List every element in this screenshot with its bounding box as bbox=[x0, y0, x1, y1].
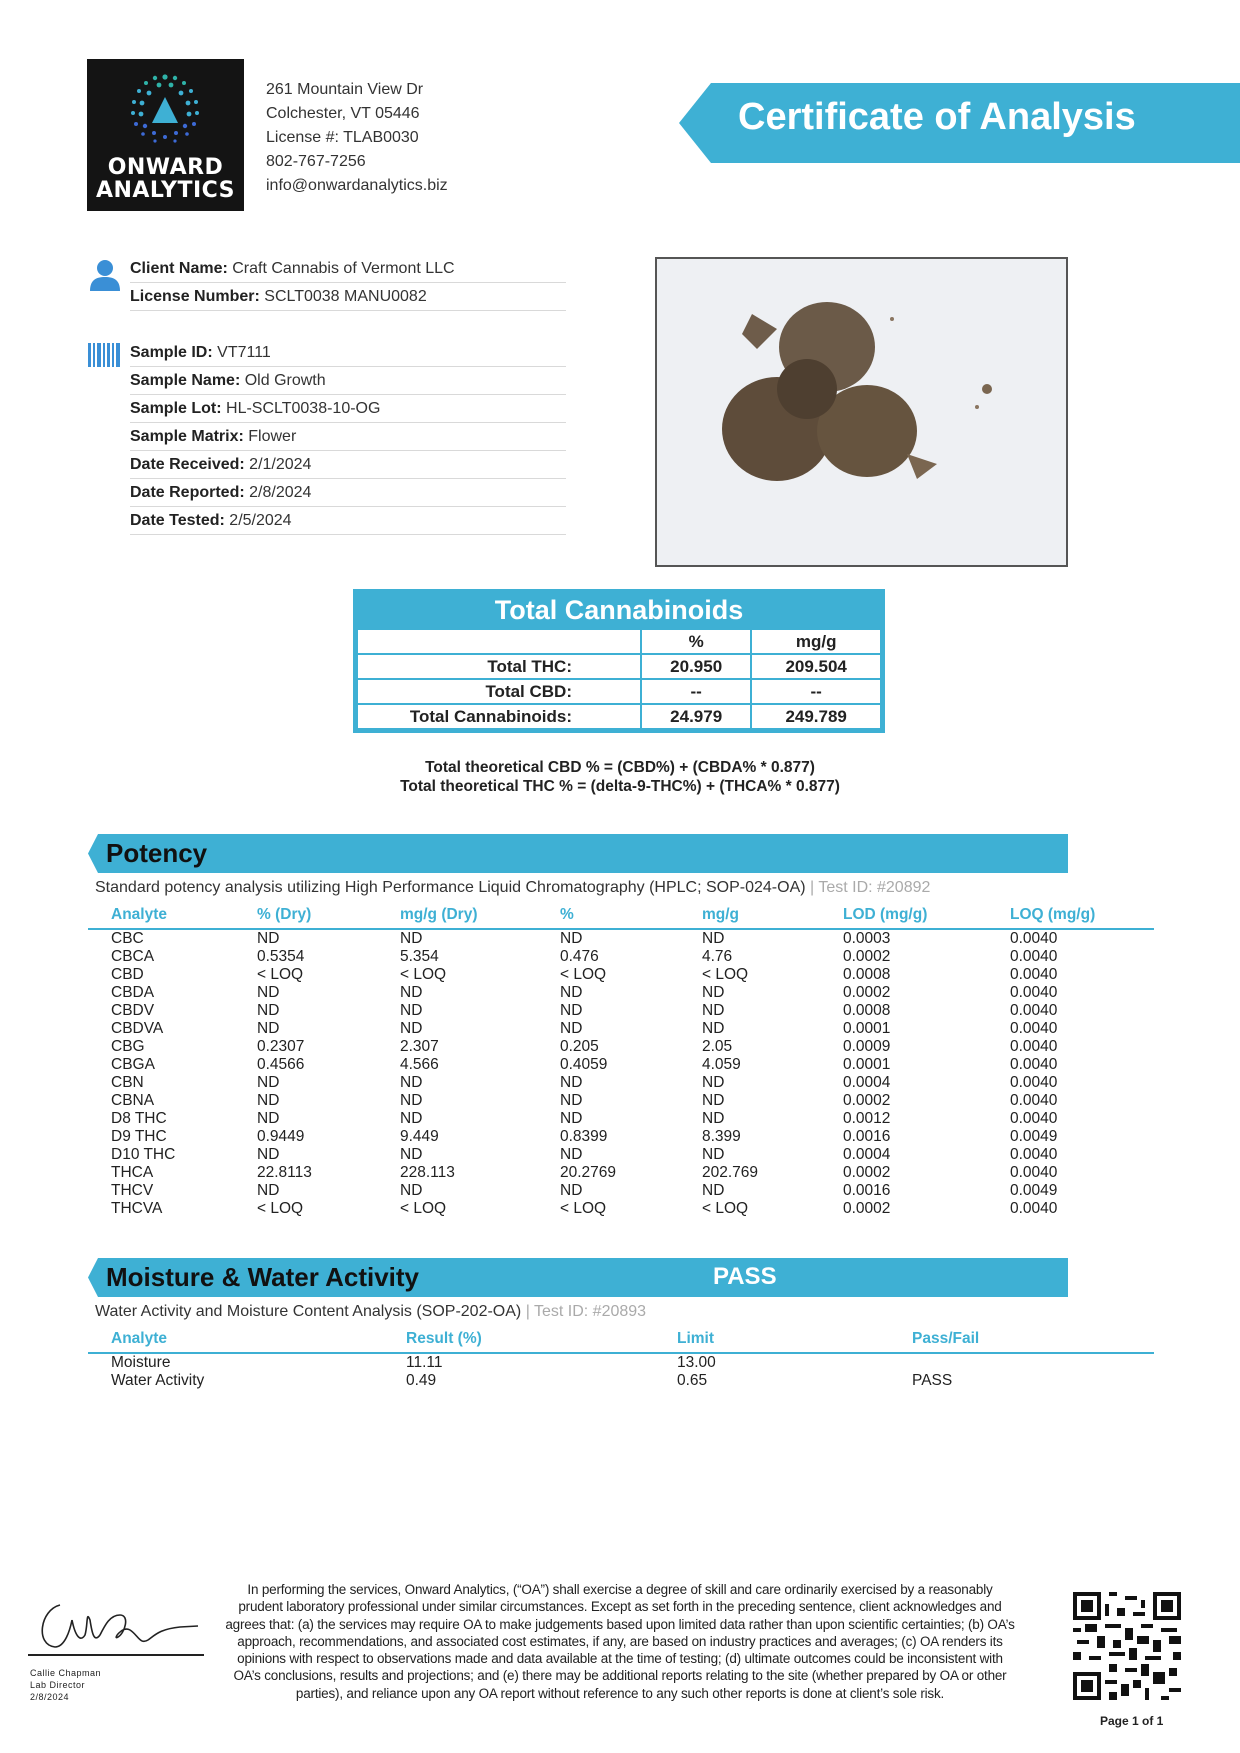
total-cannabinoids-label: Total Cannabinoids: bbox=[357, 704, 641, 729]
license-number-label: License Number: bbox=[130, 288, 260, 305]
potency-cell-analyte: CBCA bbox=[111, 948, 155, 965]
moisture-status-badge: PASS bbox=[713, 1263, 777, 1290]
potency-header-row bbox=[88, 902, 1154, 929]
potency-cell-mg: ND bbox=[702, 930, 725, 947]
potency-cell-mg-dry: ND bbox=[400, 1182, 423, 1199]
row-spacer bbox=[88, 1002, 111, 1020]
date-reported-value: 2/8/2024 bbox=[249, 484, 312, 501]
potency-cell-pct-dry: 0.2307 bbox=[257, 1038, 305, 1055]
potency-cell-pct: ND bbox=[560, 1092, 583, 1109]
address-street: 261 Mountain View Dr bbox=[266, 81, 424, 98]
sample-id-value: VT7111 bbox=[217, 344, 271, 361]
date-reported-label: Date Reported: bbox=[130, 484, 245, 501]
potency-cell-loq: 0.0040 bbox=[1010, 1200, 1058, 1217]
potency-cell-pct-dry: ND bbox=[257, 1002, 280, 1019]
total-cannabinoids-pct: 24.979 bbox=[641, 704, 751, 729]
row-spacer bbox=[88, 1056, 111, 1074]
potency-cell-mg: < LOQ bbox=[702, 966, 749, 983]
date-tested-label: Date Tested: bbox=[130, 512, 225, 529]
potency-cell-analyte: CBD bbox=[111, 966, 144, 983]
potency-cell-pct-dry: < LOQ bbox=[257, 966, 304, 983]
potency-cell-pct-dry: < LOQ bbox=[257, 1200, 304, 1217]
signer-name: Callie Chapman bbox=[30, 1668, 102, 1678]
total-cbd-pct: -- bbox=[641, 679, 751, 704]
potency-cell-loq: 0.0040 bbox=[1010, 1002, 1058, 1019]
row-spacer bbox=[88, 1110, 111, 1128]
moisture-header-spacer bbox=[88, 1326, 111, 1353]
potency-cell-pct: ND bbox=[560, 1020, 583, 1037]
sample-photo bbox=[655, 257, 1068, 567]
potency-cell-pct-dry: ND bbox=[257, 1074, 280, 1091]
qr-code-icon[interactable] bbox=[1073, 1592, 1181, 1700]
formula-thc: Total theoretical THC % = (delta-9-THC%) + (THCA% * 0.877) bbox=[400, 778, 840, 795]
potency-cell-lod: 0.0002 bbox=[843, 984, 891, 1001]
formula-notes bbox=[300, 758, 940, 796]
potency-cell-pct: ND bbox=[560, 1002, 583, 1019]
potency-cell-pct-dry: ND bbox=[257, 930, 280, 947]
potency-cell-mg-dry: ND bbox=[400, 930, 423, 947]
col-mg-dry: mg/g (Dry) bbox=[400, 906, 478, 923]
potency-cell-mg: ND bbox=[702, 1074, 725, 1091]
potency-cell-lod: 0.0003 bbox=[843, 930, 891, 947]
potency-section-bar bbox=[88, 834, 1068, 873]
row-spacer bbox=[88, 984, 111, 1002]
potency-cell-pct: ND bbox=[560, 984, 583, 1001]
sample-matrix-value: Flower bbox=[248, 428, 297, 445]
moisture-cell-limit: 13.00 bbox=[677, 1354, 716, 1371]
date-received-row bbox=[130, 453, 566, 479]
total-cannabinoids-title: Total Cannabinoids bbox=[356, 592, 882, 628]
potency-cell-lod: 0.0016 bbox=[843, 1128, 891, 1145]
row-spacer bbox=[88, 948, 111, 966]
potency-cell-pct: 20.2769 bbox=[560, 1164, 617, 1181]
potency-cell-pct-dry: ND bbox=[257, 1182, 280, 1199]
potency-table-body bbox=[88, 929, 1154, 1218]
potency-cell-pct-dry: 22.8113 bbox=[257, 1164, 312, 1181]
row-spacer bbox=[88, 1353, 111, 1372]
potency-row bbox=[88, 1092, 1154, 1110]
logo-text-line1: ONWARD bbox=[107, 155, 224, 180]
potency-bar-shape bbox=[88, 834, 1068, 873]
potency-row bbox=[88, 966, 1154, 984]
potency-cell-mg-dry: ND bbox=[400, 984, 423, 1001]
row-spacer bbox=[88, 1074, 111, 1092]
potency-cell-mg: 8.399 bbox=[702, 1128, 741, 1145]
potency-cell-mg: ND bbox=[702, 1110, 725, 1127]
potency-cell-pct-dry: ND bbox=[257, 1146, 280, 1163]
signer-block bbox=[30, 1667, 101, 1703]
lab-address-block bbox=[266, 78, 448, 198]
potency-cell-mg-dry: ND bbox=[400, 1074, 423, 1091]
potency-cell-mg-dry: 228.113 bbox=[400, 1164, 455, 1181]
potency-cell-loq: 0.0040 bbox=[1010, 1056, 1058, 1073]
potency-cell-pct-dry: 0.9449 bbox=[257, 1128, 305, 1145]
potency-cell-pct: ND bbox=[560, 1074, 583, 1091]
potency-cell-analyte: D10 THC bbox=[111, 1146, 176, 1163]
potency-cell-mg: ND bbox=[702, 984, 725, 1001]
address-phone: 802-767-7256 bbox=[266, 153, 366, 170]
header-empty-cell bbox=[357, 629, 641, 654]
page-number: Page 1 of 1 bbox=[1100, 1714, 1164, 1728]
moisture-table bbox=[88, 1326, 1154, 1390]
col-limit: Limit bbox=[677, 1330, 715, 1347]
potency-description bbox=[95, 879, 930, 897]
potency-row bbox=[88, 1002, 1154, 1020]
moisture-cell-result: 11.11 bbox=[406, 1354, 443, 1371]
potency-cell-pct-dry: ND bbox=[257, 1110, 280, 1127]
potency-header-spacer bbox=[88, 902, 111, 929]
moisture-title: Moisture & Water Activity bbox=[106, 1262, 420, 1292]
row-spacer bbox=[88, 1164, 111, 1182]
potency-cell-loq: 0.0040 bbox=[1010, 984, 1058, 1001]
potency-cell-mg: < LOQ bbox=[702, 1200, 749, 1217]
potency-cell-loq: 0.0040 bbox=[1010, 1074, 1058, 1091]
moisture-cell-analyte: Moisture bbox=[111, 1354, 171, 1371]
address-city: Colchester, VT 05446 bbox=[266, 105, 420, 122]
potency-row bbox=[88, 984, 1154, 1002]
potency-row bbox=[88, 1074, 1154, 1092]
potency-test-id: | Test ID: #20892 bbox=[810, 879, 931, 896]
row-spacer bbox=[88, 966, 111, 984]
date-tested-row bbox=[130, 509, 566, 535]
potency-cell-analyte: THCV bbox=[111, 1182, 154, 1199]
moisture-header-row bbox=[88, 1326, 1154, 1353]
total-cannabinoids-table bbox=[356, 628, 882, 730]
date-received-label: Date Received: bbox=[130, 456, 245, 473]
potency-cell-lod: 0.0001 bbox=[843, 1056, 891, 1073]
total-cannabinoids-header-row bbox=[357, 629, 881, 654]
potency-cell-analyte: CBGA bbox=[111, 1056, 155, 1073]
legal-disclaimer: In performing the services, Onward Analytics, (“OA”) shall exercise a degree of skill and care ordinarily exercised by a reasonably prudent laboratory professional under similar circumstances. Except as set forth in the preceding sentence, client acknowledges and agrees that: (a) the services may require OA to make judgements based upon limited data rather than upon scientific certainties; (b) OA’s approach, recommendations, and associated cost estimates, if any, are based on industry practices and averages; (c) OA renders its opinions with respect to observations made and data available at the time of testing; (d) ultimate outcomes could be inconsistent with OA’s conclusions, results and projections; and (e) there may be additional reports relating to the site (whether prepared by OA or other parties), and reliance upon any OA report without reference to any such other reports is done at client’s sole risk. bbox=[225, 1582, 1015, 1701]
potency-cell-mg-dry: ND bbox=[400, 1092, 423, 1109]
potency-cell-pct: < LOQ bbox=[560, 1200, 607, 1217]
license-number-row bbox=[130, 285, 566, 311]
potency-cell-lod: 0.0004 bbox=[843, 1146, 891, 1163]
potency-cell-lod: 0.0012 bbox=[843, 1110, 891, 1127]
potency-cell-mg-dry: ND bbox=[400, 1110, 423, 1127]
signature-line bbox=[28, 1654, 204, 1656]
moisture-cell-pass-fail: PASS bbox=[912, 1372, 953, 1389]
potency-cell-mg: ND bbox=[702, 1002, 725, 1019]
potency-cell-pct-dry: ND bbox=[257, 1020, 280, 1037]
potency-row bbox=[88, 948, 1154, 966]
row-spacer bbox=[88, 1020, 111, 1038]
potency-cell-loq: 0.0040 bbox=[1010, 1038, 1058, 1055]
potency-table bbox=[88, 902, 1154, 1218]
sample-name-value: Old Growth bbox=[244, 372, 326, 389]
moisture-row bbox=[88, 1372, 1154, 1390]
row-spacer bbox=[88, 1146, 111, 1164]
row-spacer bbox=[88, 1128, 111, 1146]
moisture-section-bar bbox=[88, 1258, 1068, 1297]
potency-cell-mg-dry: ND bbox=[400, 1146, 423, 1163]
row-spacer bbox=[88, 1038, 111, 1056]
total-cannabinoids-row bbox=[357, 704, 881, 729]
potency-row bbox=[88, 1164, 1154, 1182]
potency-cell-pct: 0.4059 bbox=[560, 1056, 608, 1073]
potency-row bbox=[88, 1056, 1154, 1074]
header-pct: % bbox=[641, 629, 751, 654]
total-thc-label: Total THC: bbox=[357, 654, 641, 679]
potency-cell-lod: 0.0009 bbox=[843, 1038, 891, 1055]
logo-text-line2: ANALYTICS bbox=[95, 178, 236, 203]
header-mg: mg/g bbox=[751, 629, 881, 654]
moisture-test-id: | Test ID: #20893 bbox=[525, 1303, 647, 1320]
potency-row bbox=[88, 1182, 1154, 1200]
sample-lot-row bbox=[130, 397, 566, 423]
potency-cell-lod: 0.0002 bbox=[843, 1200, 891, 1217]
row-spacer bbox=[88, 1200, 111, 1218]
potency-cell-loq: 0.0040 bbox=[1010, 1020, 1058, 1037]
moisture-description bbox=[95, 1303, 646, 1321]
address-license: License #: TLAB0030 bbox=[266, 129, 419, 146]
row-spacer bbox=[88, 1092, 111, 1110]
col-analyte: Analyte bbox=[111, 906, 167, 923]
total-cbd-mg: -- bbox=[751, 679, 881, 704]
potency-cell-pct-dry: 0.4566 bbox=[257, 1056, 305, 1073]
col-pass-fail: Pass/Fail bbox=[912, 1330, 980, 1347]
potency-cell-analyte: D8 THC bbox=[111, 1110, 167, 1127]
potency-cell-mg-dry: 2.307 bbox=[400, 1038, 439, 1055]
total-thc-mg: 209.504 bbox=[751, 654, 881, 679]
moisture-table-body bbox=[88, 1353, 1154, 1390]
moisture-cell-pass-fail bbox=[912, 1353, 1154, 1372]
date-reported-row bbox=[130, 481, 566, 507]
potency-cell-loq: 0.0040 bbox=[1010, 948, 1058, 965]
sample-matrix-label: Sample Matrix: bbox=[130, 428, 244, 445]
potency-cell-loq: 0.0040 bbox=[1010, 966, 1058, 983]
moisture-cell-limit: 0.65 bbox=[677, 1372, 708, 1389]
potency-method: Standard potency analysis utilizing High Performance Liquid Chromatography (HPLC; SOP-024-OA) bbox=[95, 879, 806, 896]
document-title: Certificate of Analysis bbox=[738, 96, 1136, 138]
potency-cell-mg-dry: 9.449 bbox=[400, 1128, 439, 1145]
potency-cell-mg: 4.059 bbox=[702, 1056, 741, 1073]
row-spacer bbox=[88, 1372, 111, 1390]
potency-cell-analyte: D9 THC bbox=[111, 1128, 167, 1145]
potency-row bbox=[88, 929, 1154, 948]
potency-cell-pct-dry: ND bbox=[257, 1092, 280, 1109]
potency-cell-mg: ND bbox=[702, 1182, 725, 1199]
total-cannabinoids-mg: 249.789 bbox=[751, 704, 881, 729]
sample-matrix-row bbox=[130, 425, 566, 451]
potency-cell-analyte: CBNA bbox=[111, 1092, 155, 1109]
col-analyte: Analyte bbox=[111, 1330, 167, 1347]
potency-cell-pct: 0.205 bbox=[560, 1038, 599, 1055]
potency-cell-mg: 202.769 bbox=[702, 1164, 759, 1181]
potency-cell-loq: 0.0049 bbox=[1010, 1182, 1058, 1199]
potency-cell-lod: 0.0004 bbox=[843, 1074, 891, 1091]
client-name-value: Craft Cannabis of Vermont LLC bbox=[232, 260, 455, 277]
moisture-method: Water Activity and Moisture Content Analysis (SOP-202-OA) bbox=[95, 1303, 522, 1320]
license-number-value: SCLT0038 MANU0082 bbox=[264, 288, 427, 305]
potency-cell-pct-dry: ND bbox=[257, 984, 280, 1001]
col-pct: % bbox=[560, 906, 574, 923]
potency-cell-lod: 0.0002 bbox=[843, 948, 891, 965]
logo-dots-graphic bbox=[125, 71, 205, 151]
row-spacer bbox=[88, 1182, 111, 1200]
client-name-row bbox=[130, 257, 566, 283]
potency-cell-analyte: CBDVA bbox=[111, 1020, 164, 1037]
company-logo bbox=[87, 59, 244, 211]
potency-cell-analyte: THCA bbox=[111, 1164, 154, 1181]
sample-lot-value: HL-SCLT0038-10-OG bbox=[226, 400, 381, 417]
potency-row bbox=[88, 1110, 1154, 1128]
potency-cell-mg: ND bbox=[702, 1092, 725, 1109]
col-loq: LOQ (mg/g) bbox=[1010, 906, 1096, 923]
potency-cell-pct: 0.476 bbox=[560, 948, 599, 965]
col-lod: LOD (mg/g) bbox=[843, 906, 928, 923]
potency-row bbox=[88, 1020, 1154, 1038]
person-icon bbox=[88, 258, 122, 292]
moisture-cell-analyte: Water Activity bbox=[111, 1372, 205, 1389]
col-mg: mg/g bbox=[702, 906, 740, 923]
total-cannabinoids-box bbox=[353, 589, 885, 733]
col-result: Result (%) bbox=[406, 1330, 482, 1347]
potency-cell-pct: 0.8399 bbox=[560, 1128, 608, 1145]
client-name-label: Client Name: bbox=[130, 260, 228, 277]
signature-image bbox=[30, 1585, 205, 1655]
moisture-cell-result: 0.49 bbox=[406, 1372, 437, 1389]
potency-cell-lod: 0.0008 bbox=[843, 1002, 891, 1019]
potency-cell-pct: ND bbox=[560, 930, 583, 947]
potency-cell-mg-dry: 5.354 bbox=[400, 948, 439, 965]
potency-row bbox=[88, 1038, 1154, 1056]
sample-name-row bbox=[130, 369, 566, 395]
moisture-row bbox=[88, 1353, 1154, 1372]
potency-cell-analyte: CBN bbox=[111, 1074, 144, 1091]
potency-cell-pct: ND bbox=[560, 1146, 583, 1163]
col-pct-dry: % (Dry) bbox=[257, 906, 312, 923]
potency-cell-mg-dry: < LOQ bbox=[400, 966, 447, 983]
potency-title: Potency bbox=[106, 838, 208, 868]
potency-cell-pct: ND bbox=[560, 1182, 583, 1199]
date-tested-value: 2/5/2024 bbox=[229, 512, 292, 529]
potency-cell-analyte: CBDA bbox=[111, 984, 155, 1001]
potency-cell-lod: 0.0016 bbox=[843, 1182, 891, 1199]
potency-cell-mg-dry: ND bbox=[400, 1002, 423, 1019]
sample-id-row bbox=[130, 341, 566, 367]
total-thc-pct: 20.950 bbox=[641, 654, 751, 679]
potency-cell-analyte: CBDV bbox=[111, 1002, 155, 1019]
potency-cell-mg: ND bbox=[702, 1146, 725, 1163]
potency-cell-loq: 0.0040 bbox=[1010, 1146, 1058, 1163]
potency-row bbox=[88, 1146, 1154, 1164]
potency-cell-analyte: CBG bbox=[111, 1038, 145, 1055]
potency-cell-lod: 0.0008 bbox=[843, 966, 891, 983]
potency-cell-lod: 0.0002 bbox=[843, 1092, 891, 1109]
sample-name-label: Sample Name: bbox=[130, 372, 241, 389]
potency-cell-analyte: CBC bbox=[111, 930, 144, 947]
total-thc-row bbox=[357, 654, 881, 679]
total-cbd-label: Total CBD: bbox=[357, 679, 641, 704]
potency-cell-mg: 4.76 bbox=[702, 948, 733, 965]
potency-cell-loq: 0.0040 bbox=[1010, 1092, 1058, 1109]
potency-cell-pct: < LOQ bbox=[560, 966, 607, 983]
potency-cell-mg-dry: < LOQ bbox=[400, 1200, 447, 1217]
potency-cell-loq: 0.0040 bbox=[1010, 930, 1058, 947]
potency-cell-analyte: THCVA bbox=[111, 1200, 163, 1217]
potency-cell-lod: 0.0002 bbox=[843, 1164, 891, 1181]
signer-date: 2/8/2024 bbox=[30, 1692, 70, 1702]
potency-cell-loq: 0.0040 bbox=[1010, 1164, 1058, 1181]
potency-cell-mg-dry: ND bbox=[400, 1020, 423, 1037]
potency-cell-mg: 2.05 bbox=[702, 1038, 733, 1055]
total-cbd-row bbox=[357, 679, 881, 704]
row-spacer bbox=[88, 929, 111, 948]
potency-cell-pct-dry: 0.5354 bbox=[257, 948, 305, 965]
date-received-value: 2/1/2024 bbox=[249, 456, 312, 473]
potency-cell-loq: 0.0040 bbox=[1010, 1110, 1058, 1127]
potency-cell-mg-dry: 4.566 bbox=[400, 1056, 439, 1073]
barcode-icon bbox=[88, 343, 122, 367]
sample-id-label: Sample ID: bbox=[130, 344, 213, 361]
potency-row bbox=[88, 1200, 1154, 1218]
potency-cell-lod: 0.0001 bbox=[843, 1020, 891, 1037]
address-email: info@onwardanalytics.biz bbox=[266, 177, 448, 194]
potency-cell-loq: 0.0049 bbox=[1010, 1128, 1058, 1145]
potency-cell-pct: ND bbox=[560, 1110, 583, 1127]
formula-cbd: Total theoretical CBD % = (CBD%) + (CBDA% * 0.877) bbox=[425, 759, 815, 776]
potency-cell-mg: ND bbox=[702, 1020, 725, 1037]
signer-title: Lab Director bbox=[30, 1680, 86, 1690]
sample-lot-label: Sample Lot: bbox=[130, 400, 222, 417]
potency-row bbox=[88, 1128, 1154, 1146]
